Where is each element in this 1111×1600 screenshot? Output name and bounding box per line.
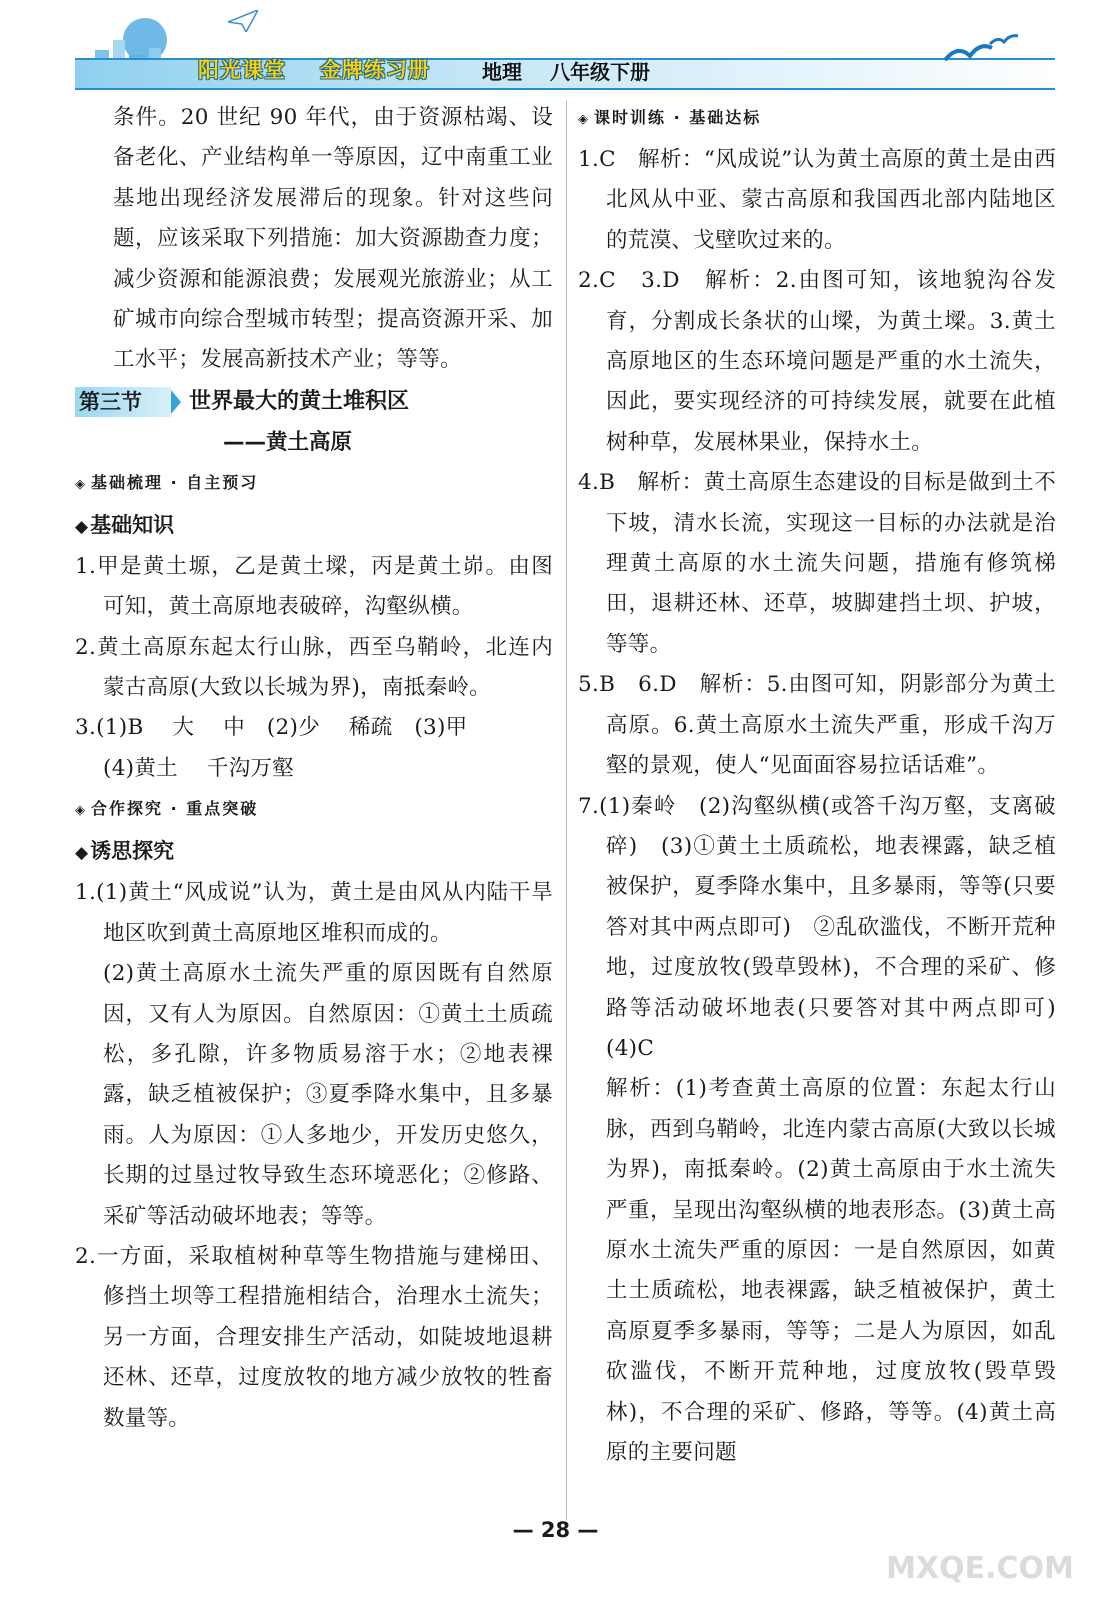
right-column — [578, 98, 1078, 1473]
answer-item: 3.(1)B 大 中 (2)少 稀疏 (3)甲 — [75, 715, 468, 741]
answer-item: 7.(1)秦岭 (2)沟壑纵横(或答千沟万壑，支离破碎) (3)①黄土土质疏松，地表裸露，缺乏植被保护，夏季降水集中，且多暴雨，等等(只要答对其中两点即可) ②乱砍滥伐，不断开荒种地，过度放牧(毁草毁林)，不合理的采矿、修路等活动破坏地表(只要答对其中两点即可) (4)C — [578, 793, 1078, 1061]
answer-item: 5.B 6.D 解析：5.由图可知，阴影部分为黄土高原。6.黄土高原水土流失严重，形成千沟万壑的景观，使人“见面面容易拉话话难”。 — [578, 672, 1056, 779]
watermark-logo — [880, 1490, 1080, 1590]
left-column — [75, 98, 553, 1439]
chapter-arrow-icon — [171, 390, 181, 414]
chapter-title: 世界最大的黄土堆积区 — [189, 388, 410, 414]
section-heading-explore — [75, 789, 553, 831]
diamond-icon: ◆ — [75, 516, 89, 537]
section-heading-text: 基础梳理 · 自主预习 — [91, 472, 259, 492]
section-heading-text: 合作探究 · 重点突破 — [91, 799, 259, 819]
answer-explanation: 解析：(1)考查黄土高原的位置：东起太行山脉，西到乌鞘岭，北连内蒙古高原(大致以长城为界)，南抵秦岭。(2)黄土高原由于水土流失严重，呈现出沟壑纵横的地表形态。(3)黄土高原水土流失严重的原因：一是自然原因，如黄土土质疏松，地表裸露，缺乏植被保护，黄土高原夏季多暴雨，等等；二是人为原因，如乱砍滥伐，不断开荒种地，过度放牧(毁草毁林)，不合理的采矿、修路，等等。(4)黄土高原的主要问题 — [606, 1076, 1056, 1465]
answer-item: 1.C 解析：“风成说”认为黄土高原的黄土是由西北风从中亚、蒙古高原和我国西北部内陆地区的荒漠、戈壁吹过来的。 — [578, 147, 1056, 253]
diamond-icon: ◆ — [75, 843, 89, 864]
section-marker-icon: ◈ — [75, 803, 87, 819]
subject-label: 地理 — [482, 60, 522, 84]
section-heading-basic — [75, 463, 553, 505]
brand-subtitle: 金牌练习册 — [320, 58, 430, 82]
watermark-text: MXQE.COM — [886, 1551, 1074, 1586]
page-header — [0, 0, 1111, 100]
chapter-subtitle: ——黄土高原 — [223, 429, 353, 455]
subheading-explore — [75, 831, 553, 873]
chapter-heading — [75, 381, 553, 423]
answer-item: 1.(1)黄土“风成说”认为，黄土是由风从内陆干旱地区吹到黄土高原地区堆积而成的。 — [75, 880, 553, 946]
section-heading-training — [578, 98, 1056, 140]
answer-item: 1.甲是黄土塬，乙是黄土墚，丙是黄土峁。由图可知，黄土高原地表破碎，沟壑纵横。 — [75, 553, 553, 620]
subheading-text: 诱思探究 — [90, 839, 175, 864]
page-number: — 28 — — [512, 1518, 599, 1542]
paper-plane-icon — [228, 10, 258, 32]
birds-icon — [940, 30, 1020, 70]
answer-item: 2.C 3.D 解析：2.由图可知，该地貌沟谷发育，分割成长条状的山墚，为黄土墚。3.黄土高原地区的生态环境问题是严重的水土流失，因此，要实现经济的可持续发展，就要在此植树种草，发展林果业，保持水土。 — [578, 268, 1056, 455]
section-heading-text: 课时训练 · 基础达标 — [594, 108, 762, 127]
answer-item: 4.B 解析：黄土高原生态建设的目标是做到土不下坡，清水长流，实现这一目标的办法就是治理黄土高原的水土流失问题，措施有修筑梯田，退耕还林、还草，坡脚建挡土坝、护坡，等等。 — [578, 470, 1056, 657]
brand-title: 阳光课堂 — [198, 58, 286, 82]
section-marker-icon: ◈ — [578, 112, 590, 127]
intro-paragraph: 条件。20 世纪 90 年代，由于资源枯竭、设备老化、产业结构单一等原因，辽中南重工业基地出现经济发展滞后的现象。针对这些问题，应该采取下列措施：加大资源勘查力度；减少资源和能源浪费；发展观光旅游业；从工矿城市向综合型城市转型；提高资源开采、加工水平；发展高新技术产业；等等。 — [113, 105, 553, 373]
chapter-tag: 第三节 — [75, 387, 171, 417]
answer-item-continued: (4)黄土 千沟万壑 — [103, 755, 295, 781]
column-divider — [566, 100, 567, 1520]
answer-item: 2.黄土高原东起太行山脉，西至乌鞘岭，北连内蒙古高原(大致以长城为界)，南抵秦岭。 — [75, 634, 553, 701]
subheading-text: 基础知识 — [90, 512, 175, 537]
subheading-knowledge — [75, 505, 553, 547]
header-rule — [75, 88, 1055, 90]
grade-label: 八年级下册 — [550, 60, 650, 84]
section-marker-icon: ◈ — [75, 476, 87, 492]
answer-item-continued: (2)黄土高原水土流失严重的原因既有自然原因，又有人为原因。自然原因：①黄土土质疏松，多孔隙，许多物质易溶于水；②地表裸露，缺乏植被保护；③夏季降水集中，且多暴雨。人为原因：①人多地少，开发历史悠久，长期的过垦过牧导致生态环境恶化；②修路、采矿等活动破坏地表；等等。 — [103, 961, 553, 1229]
answer-item: 2.一方面，采取植树种草等生物措施与建梯田、修挡土坝等工程措施相结合，治理水土流失；另一方面，合理安排生产活动，如陡坡地退耕还林、还草，过度放牧的地方减少放牧的牲畜数量等。 — [75, 1243, 553, 1431]
